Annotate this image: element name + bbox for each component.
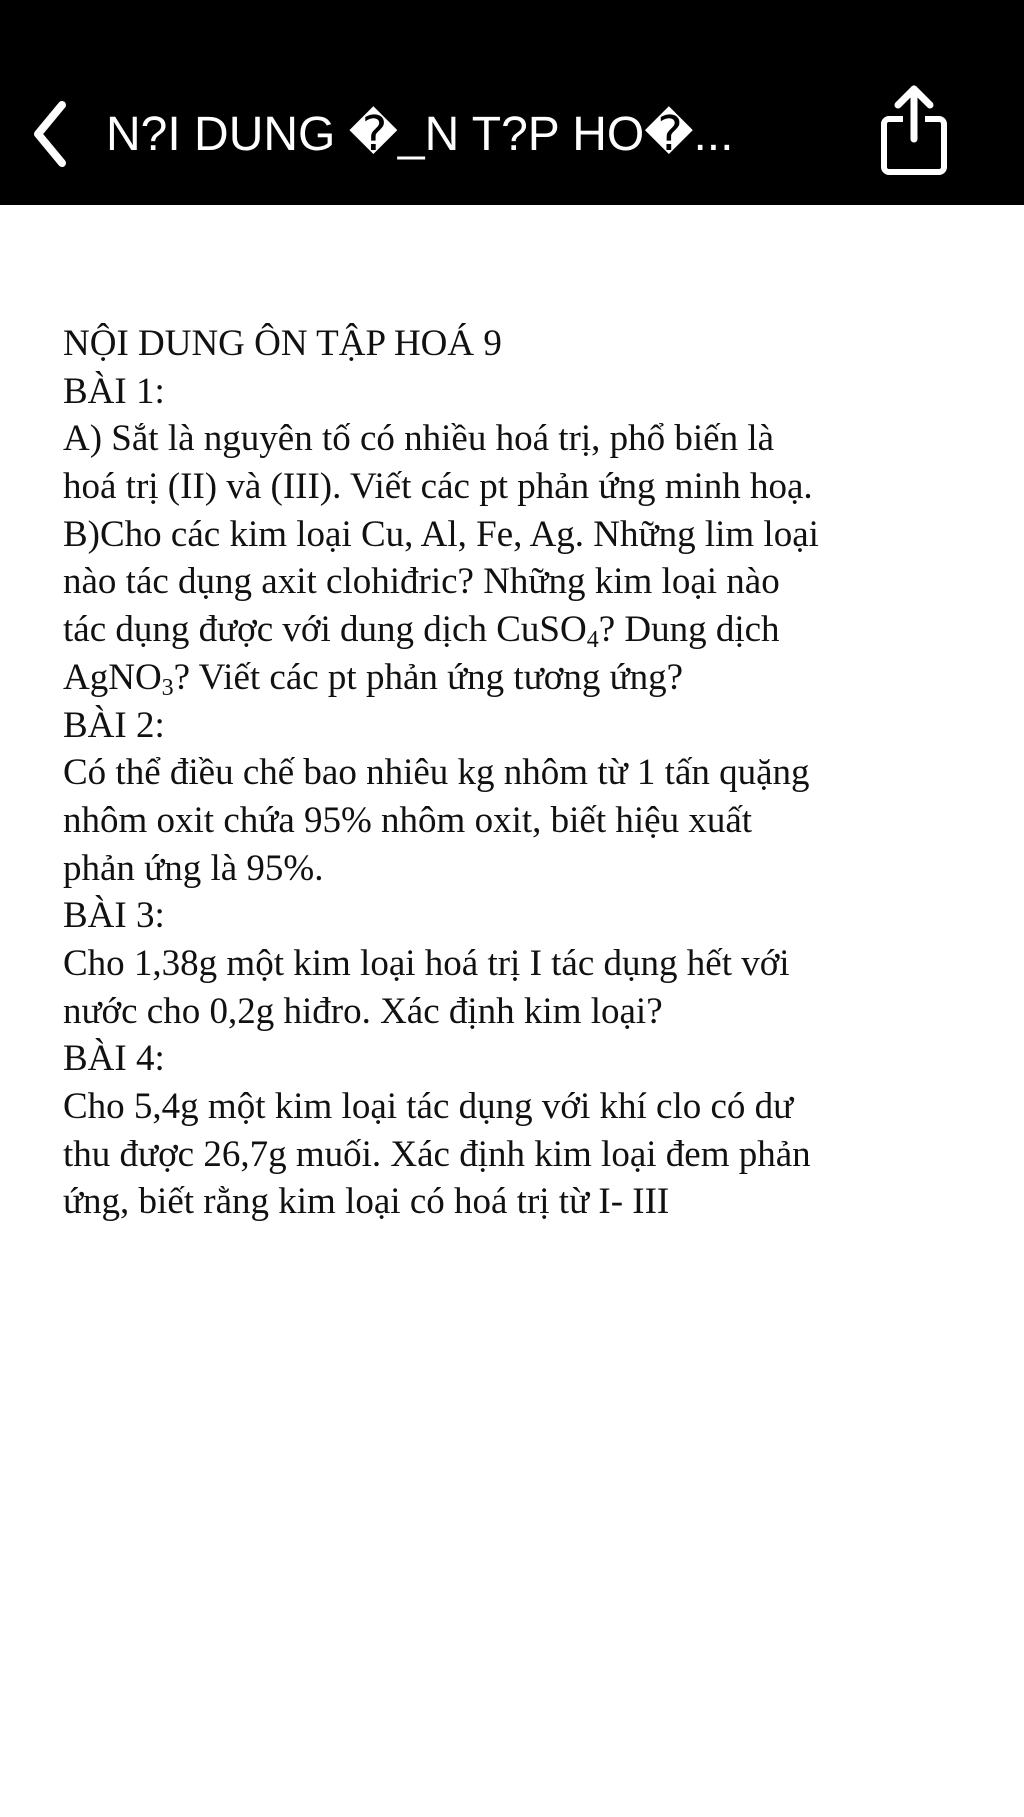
exercise-1b-line-2: nào tác dụng axit clohiđric? Những kim loại nào [63, 561, 780, 603]
exercise-1b-line-1: B)Cho các kim loại Cu, Al, Fe, Ag. Những lim loại [63, 513, 819, 555]
exercise-4-line-2: thu được 26,7g muối. Xác định kim loại đem phản [63, 1133, 811, 1175]
exercise-2-line-3: phản ứng là 95%. [63, 847, 324, 889]
exercise-3-line-1: Cho 1,38g một kim loại hoá trị I tác dụng hết với [63, 942, 790, 984]
text-segment: ? Viết các pt phản ứng tương ứng? [173, 656, 684, 698]
exercise-3-heading: BÀI 3: [63, 895, 165, 937]
share-button[interactable] [872, 80, 956, 180]
exercise-3-line-2: nước cho 0,2g hiđro. Xác định kim loại? [63, 990, 663, 1032]
exercise-4-heading: BÀI 4: [63, 1038, 165, 1080]
exercise-4-line-1: Cho 5,4g một kim loại tác dụng với khí clo có dư [63, 1086, 794, 1127]
exercise-1a-line-2: hoá trị (II) và (III). Viết các pt phản ứng minh hoạ. [63, 466, 813, 508]
exercise-1b-line-4 [63, 654, 963, 702]
exercise-1-heading: BÀI 1: [63, 370, 165, 412]
document-title: N?I DUNG �_N T?P HO�... [106, 108, 734, 161]
share-icon [879, 83, 949, 177]
chevron-left-icon [30, 99, 70, 169]
document-content [63, 320, 963, 1226]
text-segment: AgNO [63, 656, 162, 698]
exercise-2-heading: BÀI 2: [63, 704, 165, 746]
navigation-bar [0, 0, 1024, 205]
back-button[interactable] [22, 96, 78, 172]
exercise-1b-line-3 [63, 606, 963, 654]
exercise-2-line-1: Có thể điều chế bao nhiêu kg nhôm từ 1 tấn quặng [63, 752, 810, 794]
text-segment: tác dụng được với dung dịch CuSO [63, 609, 587, 651]
exercise-4-line-3: ứng, biết rằng kim loại có hoá trị từ I- III [63, 1181, 670, 1223]
exercise-1a-line-1: A) Sắt là nguyên tố có nhiều hoá trị, phổ biến là [63, 418, 775, 460]
subscript: 3 [161, 674, 174, 701]
content-title: NỘI DUNG ÔN TẬP HOÁ 9 [63, 323, 502, 364]
exercise-2-line-2: nhôm oxit chứa 95% nhôm oxit, biết hiệu xuất [63, 799, 753, 841]
subscript: 4 [586, 627, 599, 654]
text-segment: ? Dung dịch [598, 609, 780, 651]
